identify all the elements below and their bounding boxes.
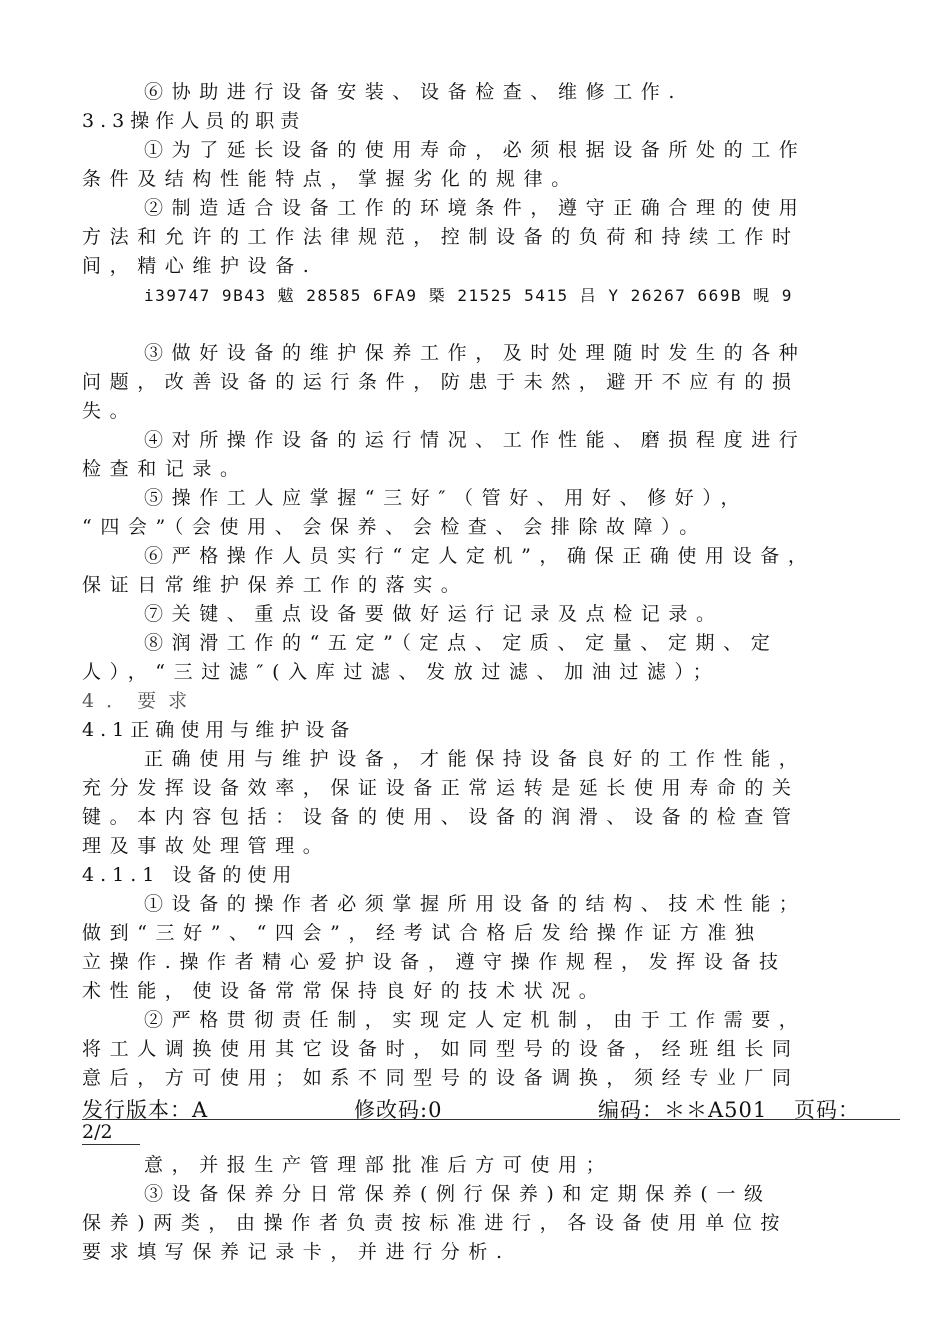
footer-row — [82, 1097, 900, 1123]
text-line: 要求填写保养记录卡，并进行分析. — [82, 1241, 511, 1263]
text-line: 检查和记录。 — [82, 458, 248, 480]
text-line: i39747 9B43 魃 28585 6FA9 槩 21525 5415 吕 Y 26267 669B 晛 9 — [144, 286, 793, 305]
text-line: 保养)两类，由操作者负责按标准进行，各设备使用单位按 — [82, 1212, 789, 1234]
text-line: ⑤操作工人应掌握“三好″（管好、用好、修好）， — [144, 487, 749, 509]
text-line: 做到“三好”、“四会”，经考试合格后发给操作证方准独 — [82, 922, 763, 944]
text-line: ⑧润滑工作的“五定”（定点、定质、定量、定期、定 — [144, 632, 779, 654]
text-line: 正确使用与维护设备，才能保持设备良好的工作性能， — [144, 748, 807, 770]
text-line: ④对所操作设备的运行情况、工作性能、磨损程度进行 — [144, 429, 807, 451]
footer-page-rule — [82, 1144, 140, 1145]
text-line: ①为了延长设备的使用寿命，必须根据设备所处的工作 — [144, 139, 807, 161]
footer-code: 编码：＊＊A501 — [598, 1098, 768, 1122]
text-line: ⑥协助进行设备安装、设备检查、维修工作. — [144, 81, 684, 103]
text-line: 4.1.1 设备的使用 — [82, 864, 298, 886]
text-line: 3.3操作人员的职责 — [82, 110, 306, 132]
text-line: 立操作.操作者精心爱护设备，遵守操作规程，发挥设备技 — [82, 951, 787, 973]
text-line: ⑦关键、重点设备要做好运行记录及点检记录。 — [144, 603, 724, 625]
text-line: 意后，方可使用；如系不同型号的设备调换，须经专业厂同 — [82, 1067, 800, 1089]
text-line: 方法和允许的工作法律规范，控制设备的负荷和持续工作时 — [82, 226, 800, 248]
text-line: 条件及结构性能特点，掌握劣化的规律。 — [82, 168, 579, 190]
text-line: ③做好设备的维护保养工作，及时处理随时发生的各种 — [144, 342, 807, 364]
text-line: “四会”（会使用、会保养、会检查、会排除故障）。 — [82, 516, 707, 538]
text-line: ②制造适合设备工作的环境条件，遵守正确合理的使用 — [144, 197, 807, 219]
document-body-top — [82, 78, 882, 1093]
text-line: 意，并报生产管理部批准后方可使用； — [144, 1154, 614, 1176]
text-line: 失。 — [82, 400, 138, 422]
footer-revision: 修改码:0 — [354, 1098, 443, 1122]
text-line: ②严格贯彻责任制，实现定人定机制，由于工作需要， — [144, 1009, 807, 1031]
text-line: 理及事故处理管理。 — [82, 835, 331, 857]
text-line: 问题，改善设备的运行条件，防患于未然，避开不应有的损 — [82, 371, 800, 393]
page-footer — [82, 1097, 900, 1145]
text-line: ①设备的操作者必须掌握所用设备的结构、技术性能； — [144, 893, 807, 915]
text-line: 术性能，使设备常常保持良好的技术状况。 — [82, 980, 607, 1002]
text-line: 间，精心维护设备. — [82, 255, 318, 277]
footer-page-number: 2/2 — [82, 1121, 113, 1143]
text-line: 4．要求 — [82, 690, 200, 712]
document-body-bottom — [82, 1151, 882, 1267]
footer-version: 发行版本：A — [82, 1098, 209, 1122]
text-line: 将工人调换使用其它设备时，如同型号的设备，经班组长同 — [82, 1038, 800, 1060]
text-line: 人），“三过滤″(入库过滤、发放过滤、加油过滤）； — [82, 661, 721, 683]
text-line: 保证日常维护保养工作的落实。 — [82, 574, 469, 596]
text-line: 键。本内容包括：设备的使用、设备的润滑、设备的检查管 — [82, 806, 800, 828]
footer-page-label: 页码： — [794, 1098, 860, 1122]
text-line — [82, 310, 882, 339]
text-line: 4.1正确使用与维护设备 — [82, 719, 356, 741]
text-line: ⑥严格操作人员实行“定人定机”，确保正确使用设备， — [144, 545, 816, 567]
text-line: ③设备保养分日常保养(例行保养)和定期保养(一级 — [144, 1183, 772, 1205]
text-line: 充分发挥设备效率，保证设备正常运转是延长使用寿命的关 — [82, 777, 800, 799]
